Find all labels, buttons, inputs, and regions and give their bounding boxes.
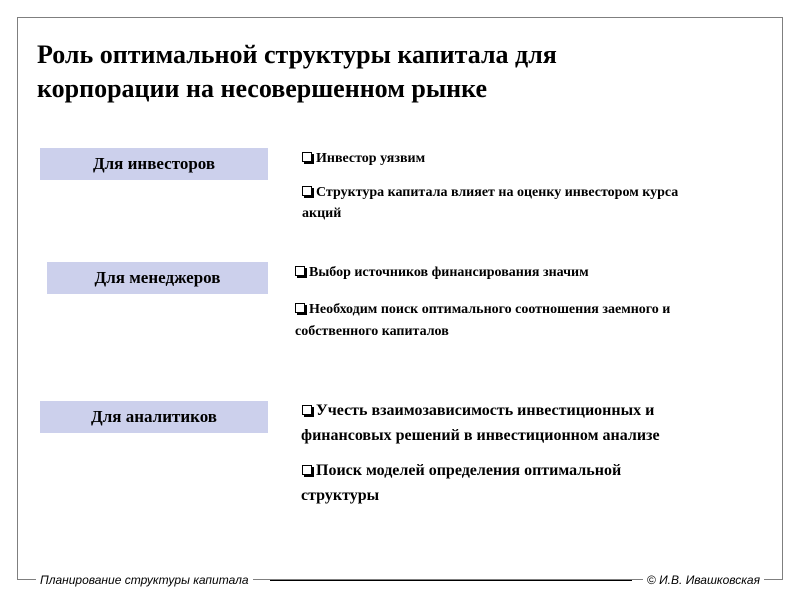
category-managers: Для менеджеров: [47, 262, 268, 294]
slide-title: [37, 38, 737, 106]
title-line-1: Роль оптимальной структуры капитала для: [37, 40, 557, 69]
checkbox-bullet-icon: [302, 152, 312, 162]
bullet-interdependence: Учесть взаимозависимость инвестиционных и: [302, 399, 654, 423]
checkbox-bullet-icon: [302, 465, 312, 475]
bullet-capital-structure-valuation: Структура капитала влияет на оценку инвестором курса: [302, 183, 762, 203]
bullet-capital-structure-valuation-cont: акций: [302, 206, 342, 221]
bullet-model-search: Поиск моделей определения оптимальной: [302, 459, 621, 483]
bullet-financing-sources: Выбор источников финансирования значим: [295, 263, 589, 283]
category-analysts: Для аналитиков: [40, 401, 268, 433]
checkbox-bullet-icon: [302, 405, 312, 415]
footer-divider: [270, 580, 632, 581]
bullet-investor-vulnerable: Инвестор уязвим: [302, 149, 425, 169]
footer-course-title: Планирование структуры капитала: [36, 572, 253, 588]
bullet-interdependence-cont: финансовых решений в инвестиционном анализе: [301, 427, 660, 444]
category-investors: Для инвесторов: [40, 148, 268, 180]
checkbox-bullet-icon: [302, 186, 312, 196]
footer-author: © И.В. Ивашковская: [643, 572, 764, 588]
checkbox-bullet-icon: [295, 266, 305, 276]
bullet-optimal-ratio: Необходим поиск оптимального соотношения заемного и: [295, 300, 765, 320]
bullet-model-search-cont: структуры: [301, 487, 380, 504]
checkbox-bullet-icon: [295, 303, 305, 313]
bullet-optimal-ratio-cont: собственного капиталов: [295, 324, 449, 339]
title-line-2: корпорации на несовершенном рынке: [37, 74, 488, 103]
